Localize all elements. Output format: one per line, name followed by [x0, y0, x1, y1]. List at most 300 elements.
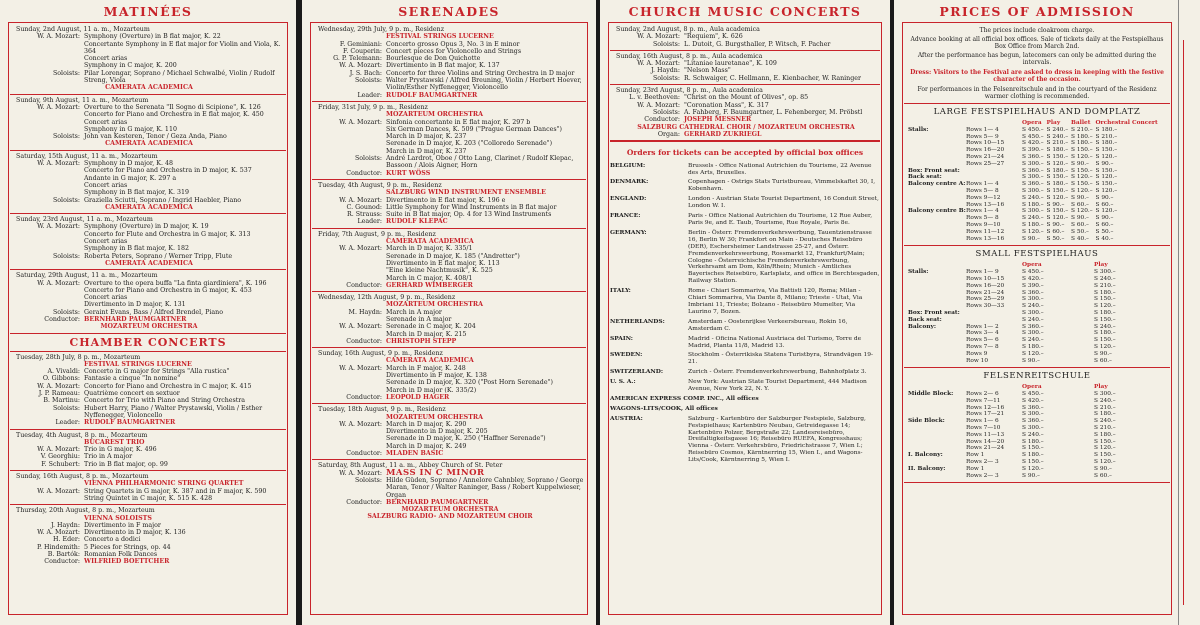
event-date: Sunday, 23rd August, 11 a. m., Mozarteum [16, 216, 153, 224]
price-cell: S 450.– [1022, 133, 1044, 140]
price-cell: S 360.– [1022, 323, 1044, 330]
program-line [14, 390, 284, 397]
work: L. Dutoit, G. Burgsthaller, P. Witsch, F. Pacher [684, 40, 831, 48]
program-line [14, 294, 284, 301]
price-cell: S 180.– [1071, 140, 1093, 147]
composer [14, 301, 84, 308]
small-price-table [908, 262, 1166, 364]
event-block [10, 214, 286, 270]
work: March in A major [386, 308, 442, 316]
composer: P. Hindemith: [37, 543, 80, 551]
prices-content [904, 24, 1170, 613]
work: March in D major, K. 237 [386, 147, 467, 155]
ensemble-name: MOZARTEUM ORCHESTRA [401, 506, 499, 514]
price-cell: S 360.– [1022, 289, 1044, 296]
price-row [908, 310, 1166, 317]
composer: W. A. Mozart: [339, 364, 382, 372]
seat-rows: Rows 1— 4 [966, 181, 999, 188]
box-office-entry [610, 228, 880, 286]
seat-category [908, 459, 966, 466]
program-line [14, 375, 284, 382]
work: WILFRIED BOETTCHER [84, 558, 170, 566]
price-cell: S 240.– [1022, 215, 1044, 222]
header-spacer [966, 384, 1022, 391]
composer: Soloists: [52, 308, 80, 316]
work: John van Kesteren, Tenor / Geza Anda, Piano [84, 133, 227, 141]
work: Symphony in D major, K. 48 [84, 160, 173, 168]
event-date: Sunday, 9th August, 11 a. m., Mozarteum [16, 96, 149, 104]
program-line [14, 397, 284, 404]
work: String Quintet in C major, K. 515 K. 428 [84, 494, 213, 502]
work: Overture to the opera buffa "La finta giardiniera", K. 196 [84, 279, 267, 287]
box-office-entry [610, 317, 880, 334]
composer [14, 41, 84, 56]
composer: C. Gounod: [346, 203, 382, 211]
panel-church [600, 0, 890, 625]
program-line [316, 282, 584, 289]
composer: W. A. Mozart: [37, 279, 80, 287]
price-cell: S 390.– [1022, 147, 1044, 154]
price-row [908, 174, 1166, 181]
program-line [14, 133, 284, 140]
composer: W. A. Mozart: [37, 33, 80, 41]
price-cell: S 180.– [1046, 167, 1069, 174]
composer: Soloists: [354, 155, 382, 163]
price-cell: S 120.– [1094, 459, 1116, 466]
work: Fantasie a cinque "In nomine" [84, 375, 181, 383]
program-line [614, 131, 878, 138]
price-cell: S 150.– [1094, 438, 1116, 445]
work: Roberta Peters, Soprano / Werner Tripp, Flute [84, 252, 233, 260]
price-cell: S 120.– [1071, 174, 1093, 181]
seat-category [908, 161, 966, 168]
work: Hilde Güden, Soprano / Annelore Cahnbley, Soprano / George Maran, Tenor / Walter Raninger, Bass / Robert Kuppelwieser, Organ [386, 476, 584, 499]
program-line [14, 405, 284, 420]
price-cell: S 240.– [1094, 275, 1116, 282]
event-block [312, 404, 586, 460]
composer: W. A. Mozart: [37, 529, 80, 537]
seat-category: Stalls: [908, 269, 929, 276]
composer [14, 515, 84, 522]
composer [316, 414, 386, 421]
price-cell: S 90.– [1046, 201, 1065, 208]
program-line [14, 182, 284, 189]
work: Concert arias [84, 238, 128, 246]
composer [14, 294, 84, 301]
composer: F. Couperin: [342, 47, 382, 55]
work: Serenade in D major, K. 320 ("Post Horn Serenade") [386, 379, 553, 387]
work: FESTIVAL STRINGS LUCERNE [386, 33, 494, 41]
program-line [614, 109, 878, 116]
composer: W. A. Mozart: [339, 469, 382, 477]
composer: W. A. Mozart: [339, 323, 382, 331]
program-line [316, 394, 584, 401]
work: Symphony in C major, K. 200 [84, 62, 177, 70]
work: Concerto for three Violins and String Orchestra in D major [386, 69, 575, 77]
price-cell: S 150.– [1095, 147, 1118, 154]
program-line [316, 450, 584, 457]
price-cell: S 90.– [1095, 194, 1114, 201]
program-line [316, 211, 584, 218]
event-block [10, 270, 286, 333]
intro-line: The prices include cloakroom charge. [979, 27, 1095, 34]
program-line [316, 365, 584, 372]
event-block [312, 229, 586, 292]
seat-rows: Rows 17—21 [966, 411, 1005, 418]
price-cell: S 180.– [1022, 438, 1044, 445]
seat-category: Side Block: [908, 418, 945, 425]
price-cell: S 120.– [1094, 343, 1116, 350]
program-line [614, 60, 878, 67]
price-row [908, 358, 1166, 365]
office-address: Stockholm - Österrikiska Statens Turistbyra, Strandvägen 19-21. [688, 352, 873, 366]
office-country: FRANCE: [610, 212, 641, 220]
price-cell: S 90.– [1046, 221, 1065, 228]
program-line [14, 55, 284, 62]
price-cell: S 300.– [1022, 187, 1044, 194]
office-address: Amsterdam - Oostenrijkse Verkeersbureau, Rokin 16, Amsterdam C. [688, 318, 848, 332]
composer: J. Haydn: [50, 521, 80, 529]
price-cell: S 60.– [1094, 472, 1112, 479]
program-line [316, 48, 584, 55]
price-cell: S 90.– [1094, 350, 1112, 357]
price-cell: S 210.– [1095, 133, 1118, 140]
work: CAMERATA ACADEMICA [386, 357, 474, 365]
seat-rows: Rows 2— 6 [966, 391, 999, 398]
price-row [908, 330, 1166, 337]
price-cell: S 90.– [1071, 194, 1089, 201]
price-row [908, 344, 1166, 351]
work: March in D major, K. 290 [386, 420, 467, 428]
work: RUDOLF BAUMGARTNER [386, 91, 478, 99]
composer [316, 372, 386, 379]
price-cell: S 60.– [1046, 228, 1065, 235]
composer: W. A. Mozart: [339, 245, 382, 253]
event-date: Tuesday, 18th August, 9 p. m., Residenz [318, 406, 446, 414]
price-cell: S 90.– [1022, 472, 1040, 479]
work: Divertimento in E flat major, K. 113 [386, 259, 500, 267]
price-cell: S 390.– [1022, 282, 1044, 289]
price-row [908, 466, 1166, 473]
program-line [316, 62, 584, 69]
work: Symphony in G major, K. 110 [84, 125, 177, 133]
orders-title: Orders for tickets can be accepted by official box offices [610, 141, 880, 161]
price-row [908, 181, 1166, 188]
program-line [14, 544, 284, 551]
office-country: SWEDEN: [610, 351, 643, 359]
program-line [316, 140, 584, 147]
composer: R. Strauss: [347, 211, 382, 219]
felsen-clothing-note: For performances in the Felsenreitschule and in the courtyard of the Residenz warmer clothing is recommended. [917, 86, 1157, 100]
price-row [908, 337, 1166, 344]
seat-rows [966, 168, 1022, 175]
composer: W. A. Mozart: [37, 382, 80, 390]
box-office-entry [610, 351, 880, 368]
seat-rows: Rows 5— 9 [966, 133, 999, 140]
composer [316, 238, 386, 245]
program-line [316, 331, 584, 338]
price-cell: S 50.– [1095, 228, 1114, 235]
price-cell: S 150.– [1022, 445, 1044, 452]
price-cell: S 90.– [1094, 465, 1112, 472]
work: BERNHARD PAUMGARTNER [84, 315, 187, 323]
price-cell: S 150.– [1094, 316, 1116, 323]
seat-rows: Rows 5— 8 [966, 215, 999, 222]
seat-category [908, 432, 966, 439]
price-cell: S 90.– [1095, 215, 1114, 222]
program-line [14, 368, 284, 375]
work: MASS IN C MINOR [386, 467, 485, 478]
work: Divertimento in F major [84, 521, 161, 529]
work: Serenade in D major, K. 185 ("Andretter") [386, 252, 520, 260]
prices-title: PRICES OF ADMISSION [894, 4, 1180, 22]
office-address: Madrid - Oficina National Austriaca del Turismo, Torre de Madrid, Planta 11/8, Madrid 13. [688, 335, 862, 349]
price-cell: S 180.– [1094, 431, 1116, 438]
box-office-entry [610, 378, 880, 395]
box-office-entry [610, 394, 880, 404]
work: Symphony (Overture) in D major, K. 19 [84, 223, 209, 231]
composer: Conductor: [44, 558, 80, 566]
program-line [316, 435, 584, 442]
composer: W. A. Mozart: [37, 103, 80, 111]
seat-category: Balcony centre B: [908, 208, 966, 215]
church-title: CHURCH MUSIC CONCERTS [600, 4, 890, 22]
work: Hubert Harry, Piano / Walter Prystawski, Violin / Esther Nyffenegger, Violoncello [84, 404, 263, 419]
work: CAMERATA ACADEMICA [386, 238, 474, 246]
seat-category: Balcony: [908, 323, 936, 330]
work: Quatrième concert en sextuor [84, 390, 180, 398]
work: Sinfonia concertante in E flat major, K. 297 b [386, 118, 531, 126]
composer: W. A. Mozart: [637, 60, 680, 68]
work: JOSEPH MESSNER [684, 116, 752, 124]
work: Divertimento in F major, K. 138 [386, 372, 487, 380]
program-line [614, 33, 878, 40]
box-office-entry [610, 161, 880, 178]
office-country: AUSTRIA: [610, 414, 643, 422]
work: Concerto for Trio with Piano and String Orchestra [84, 397, 246, 405]
program-line [316, 245, 584, 252]
program-line [14, 280, 284, 287]
composer: G. P. Telemann: [333, 55, 382, 63]
seat-rows [966, 310, 1022, 317]
program-line [14, 383, 284, 390]
ensemble-name: CAMERATA ACADEMICA [105, 140, 193, 148]
composer [14, 361, 84, 368]
event-block [312, 24, 586, 102]
price-cell: S 50.– [1071, 228, 1089, 235]
program-line [316, 414, 584, 421]
program-line [316, 316, 584, 323]
program-line [316, 499, 584, 506]
composer [316, 275, 386, 282]
composer: Soloists: [52, 196, 80, 204]
price-cell: S 40.– [1095, 235, 1114, 242]
program-line [14, 439, 284, 446]
program-line [14, 287, 284, 294]
event-block [312, 348, 586, 404]
composer [14, 62, 84, 69]
program-line [14, 515, 284, 522]
price-row [908, 154, 1166, 161]
seat-rows: Rows 9—12 [966, 194, 1001, 201]
event-block [10, 95, 286, 151]
work: MLADEN BASIC [386, 450, 444, 458]
composer [316, 379, 386, 386]
seat-category [908, 188, 966, 195]
price-cell: S 240.– [1022, 337, 1044, 344]
price-cell: S 120.– [1071, 208, 1093, 215]
price-cell: S 420.– [1022, 275, 1044, 282]
seat-category [908, 344, 966, 351]
choir-name: SALZBURG RADIO- AND MOZARTEUM CHOIR [367, 513, 533, 521]
large-price-table [908, 120, 1166, 242]
composer: Soloists: [354, 476, 382, 484]
seat-rows: Rows 30—33 [966, 303, 1005, 310]
price-row [908, 202, 1166, 209]
price-cell: S 120.– [1094, 303, 1116, 310]
work: Walter Prystawski / Alfred Breuning, Violin / Herbert Hoever, Violin/Esther Nyffenegger, Violoncello [386, 77, 582, 92]
price-row [908, 140, 1166, 147]
matinees-title: MATINÉES [0, 4, 296, 22]
work: 5 Pieces for Strings, op. 44 [84, 543, 171, 551]
price-row [908, 229, 1166, 236]
work: Concerto for Flute and Orchestra in G major, K. 313 [84, 230, 251, 238]
price-header-row [908, 384, 1166, 391]
seat-rows: Rows 1— 6 [966, 418, 999, 425]
program-line [14, 160, 284, 167]
program-line [316, 323, 584, 330]
program-line [614, 94, 878, 101]
composer: J. P. Rameau: [38, 390, 80, 398]
program-line [316, 33, 584, 40]
program-line [316, 119, 584, 126]
price-cell: S 150.– [1094, 296, 1116, 303]
work: Concerto for Piano and Orchestra in G major, K. 453 [84, 286, 252, 294]
seat-category [908, 229, 966, 236]
program-line [316, 170, 584, 177]
composer: Conductor: [44, 315, 80, 323]
seat-category [908, 195, 966, 202]
composer: Soloists: [52, 252, 80, 260]
office-country: ENGLAND: [610, 195, 647, 203]
seat-rows: Rows 7— 8 [966, 343, 999, 350]
price-cell: S 120.– [1094, 445, 1116, 452]
composer: M. Haydn: [348, 308, 382, 316]
event-date: Friday, 7th August, 9 p. m., Residenz [318, 230, 436, 238]
admission-intro [904, 24, 1170, 104]
work: Trio in B flat major, op. 99 [84, 460, 168, 468]
composer: W. A. Mozart: [637, 33, 680, 41]
work: Divertimento in D major, K. 205 [386, 428, 488, 436]
composer: W. A. Mozart: [339, 62, 382, 70]
composer: F. Schubert: [41, 460, 80, 468]
composer: A. Vivaldi: [47, 368, 80, 376]
panel-matinees-chamber [0, 0, 296, 625]
composer [316, 316, 386, 323]
program-line [14, 70, 284, 85]
seat-rows: Rows 11—12 [966, 228, 1005, 235]
large-venue-title: LARGE FESTSPIELHAUS AND DOMPLATZ [933, 107, 1141, 117]
composer: Conductor: [346, 393, 382, 401]
price-cell: S 120.– [1095, 153, 1118, 160]
dress-note: Dress: Visitors to the Festival are asked to dress in keeping with the festive character of the occasion. [910, 69, 1164, 83]
program-line [316, 338, 584, 345]
price-cell: S 120.– [1046, 215, 1069, 222]
office-address: Zurich - Österr. Fremdenverkehrswerbung, Bahnhofplatz 3. [688, 369, 867, 376]
price-cell: S 150.– [1071, 181, 1093, 188]
work: Trio in G major, K. 496 [84, 446, 157, 454]
price-row [908, 432, 1166, 439]
work: FESTIVAL STRINGS LUCERNE [84, 360, 192, 368]
office-country: NETHERLANDS: [610, 317, 665, 325]
price-row [908, 236, 1166, 243]
program-line [14, 558, 284, 565]
composer: Soloists: [52, 69, 80, 77]
program-line [316, 218, 584, 225]
price-cell: S 150.– [1095, 167, 1118, 174]
price-cell: S 150.– [1046, 187, 1069, 194]
composer: W. A. Mozart: [339, 196, 382, 204]
seat-rows [966, 174, 1022, 181]
seat-category [908, 439, 966, 446]
price-cell: S 240.– [1094, 397, 1116, 404]
work: Little Symphony for Wind Instruments in B flat major [386, 203, 557, 211]
composer [14, 238, 84, 245]
composer [316, 357, 386, 364]
seat-category [908, 296, 966, 303]
program-line [14, 495, 284, 502]
price-cell: S 180.– [1046, 147, 1069, 154]
work: Divertimento in D major, K. 136 [84, 529, 186, 537]
edge-rule [1183, 40, 1184, 605]
intro-line: Advance booking at all official box offices. Sale of tickets daily at the Festspielhaus Box Office from March 2nd. [910, 36, 1164, 50]
program-line [614, 75, 878, 82]
price-cell: S 150.– [1046, 153, 1069, 160]
seat-category: Back seat: [908, 316, 942, 323]
event-date: Tuesday, 4th August, 9 p. m., Residenz [318, 181, 442, 189]
work: Six German Dances, K. 509 ("Prague German Dances") [386, 125, 562, 133]
program-line [316, 111, 584, 118]
composer [316, 331, 386, 338]
felsen-price-section [904, 368, 1170, 483]
program-line [14, 480, 284, 487]
price-cell: S 300.– [1022, 425, 1044, 432]
price-row [908, 445, 1166, 452]
box-office-entry [610, 414, 880, 465]
seat-rows: Rows 25—29 [966, 296, 1005, 303]
event-date: Sunday, 2nd August, 11 a. m., Mozarteum [16, 26, 150, 33]
seat-category: Box: Front seat: [908, 167, 960, 174]
event-block [10, 471, 286, 505]
program-line [316, 155, 584, 170]
program-line [14, 33, 284, 40]
price-cell: S 240.– [1022, 316, 1044, 323]
price-row [908, 276, 1166, 283]
seat-rows: Rows 1— 2 [966, 323, 999, 330]
seat-rows: Rows 7—11 [966, 397, 1001, 404]
seat-rows: Rows 11—13 [966, 431, 1005, 438]
price-cell: S 60.– [1071, 221, 1089, 228]
composer: H. Eder: [53, 536, 80, 544]
price-cell: S 120.– [1071, 153, 1093, 160]
price-row [908, 208, 1166, 215]
office-country: DENMARK: [610, 178, 649, 186]
event-date: Wednesday, 12th August, 9 p. m., Residenz [318, 294, 456, 302]
work: Bourlesque de Don Quichotte [386, 55, 481, 63]
event-block [312, 460, 586, 522]
composer: W. A. Mozart: [37, 223, 80, 231]
matinees-content [10, 24, 286, 613]
